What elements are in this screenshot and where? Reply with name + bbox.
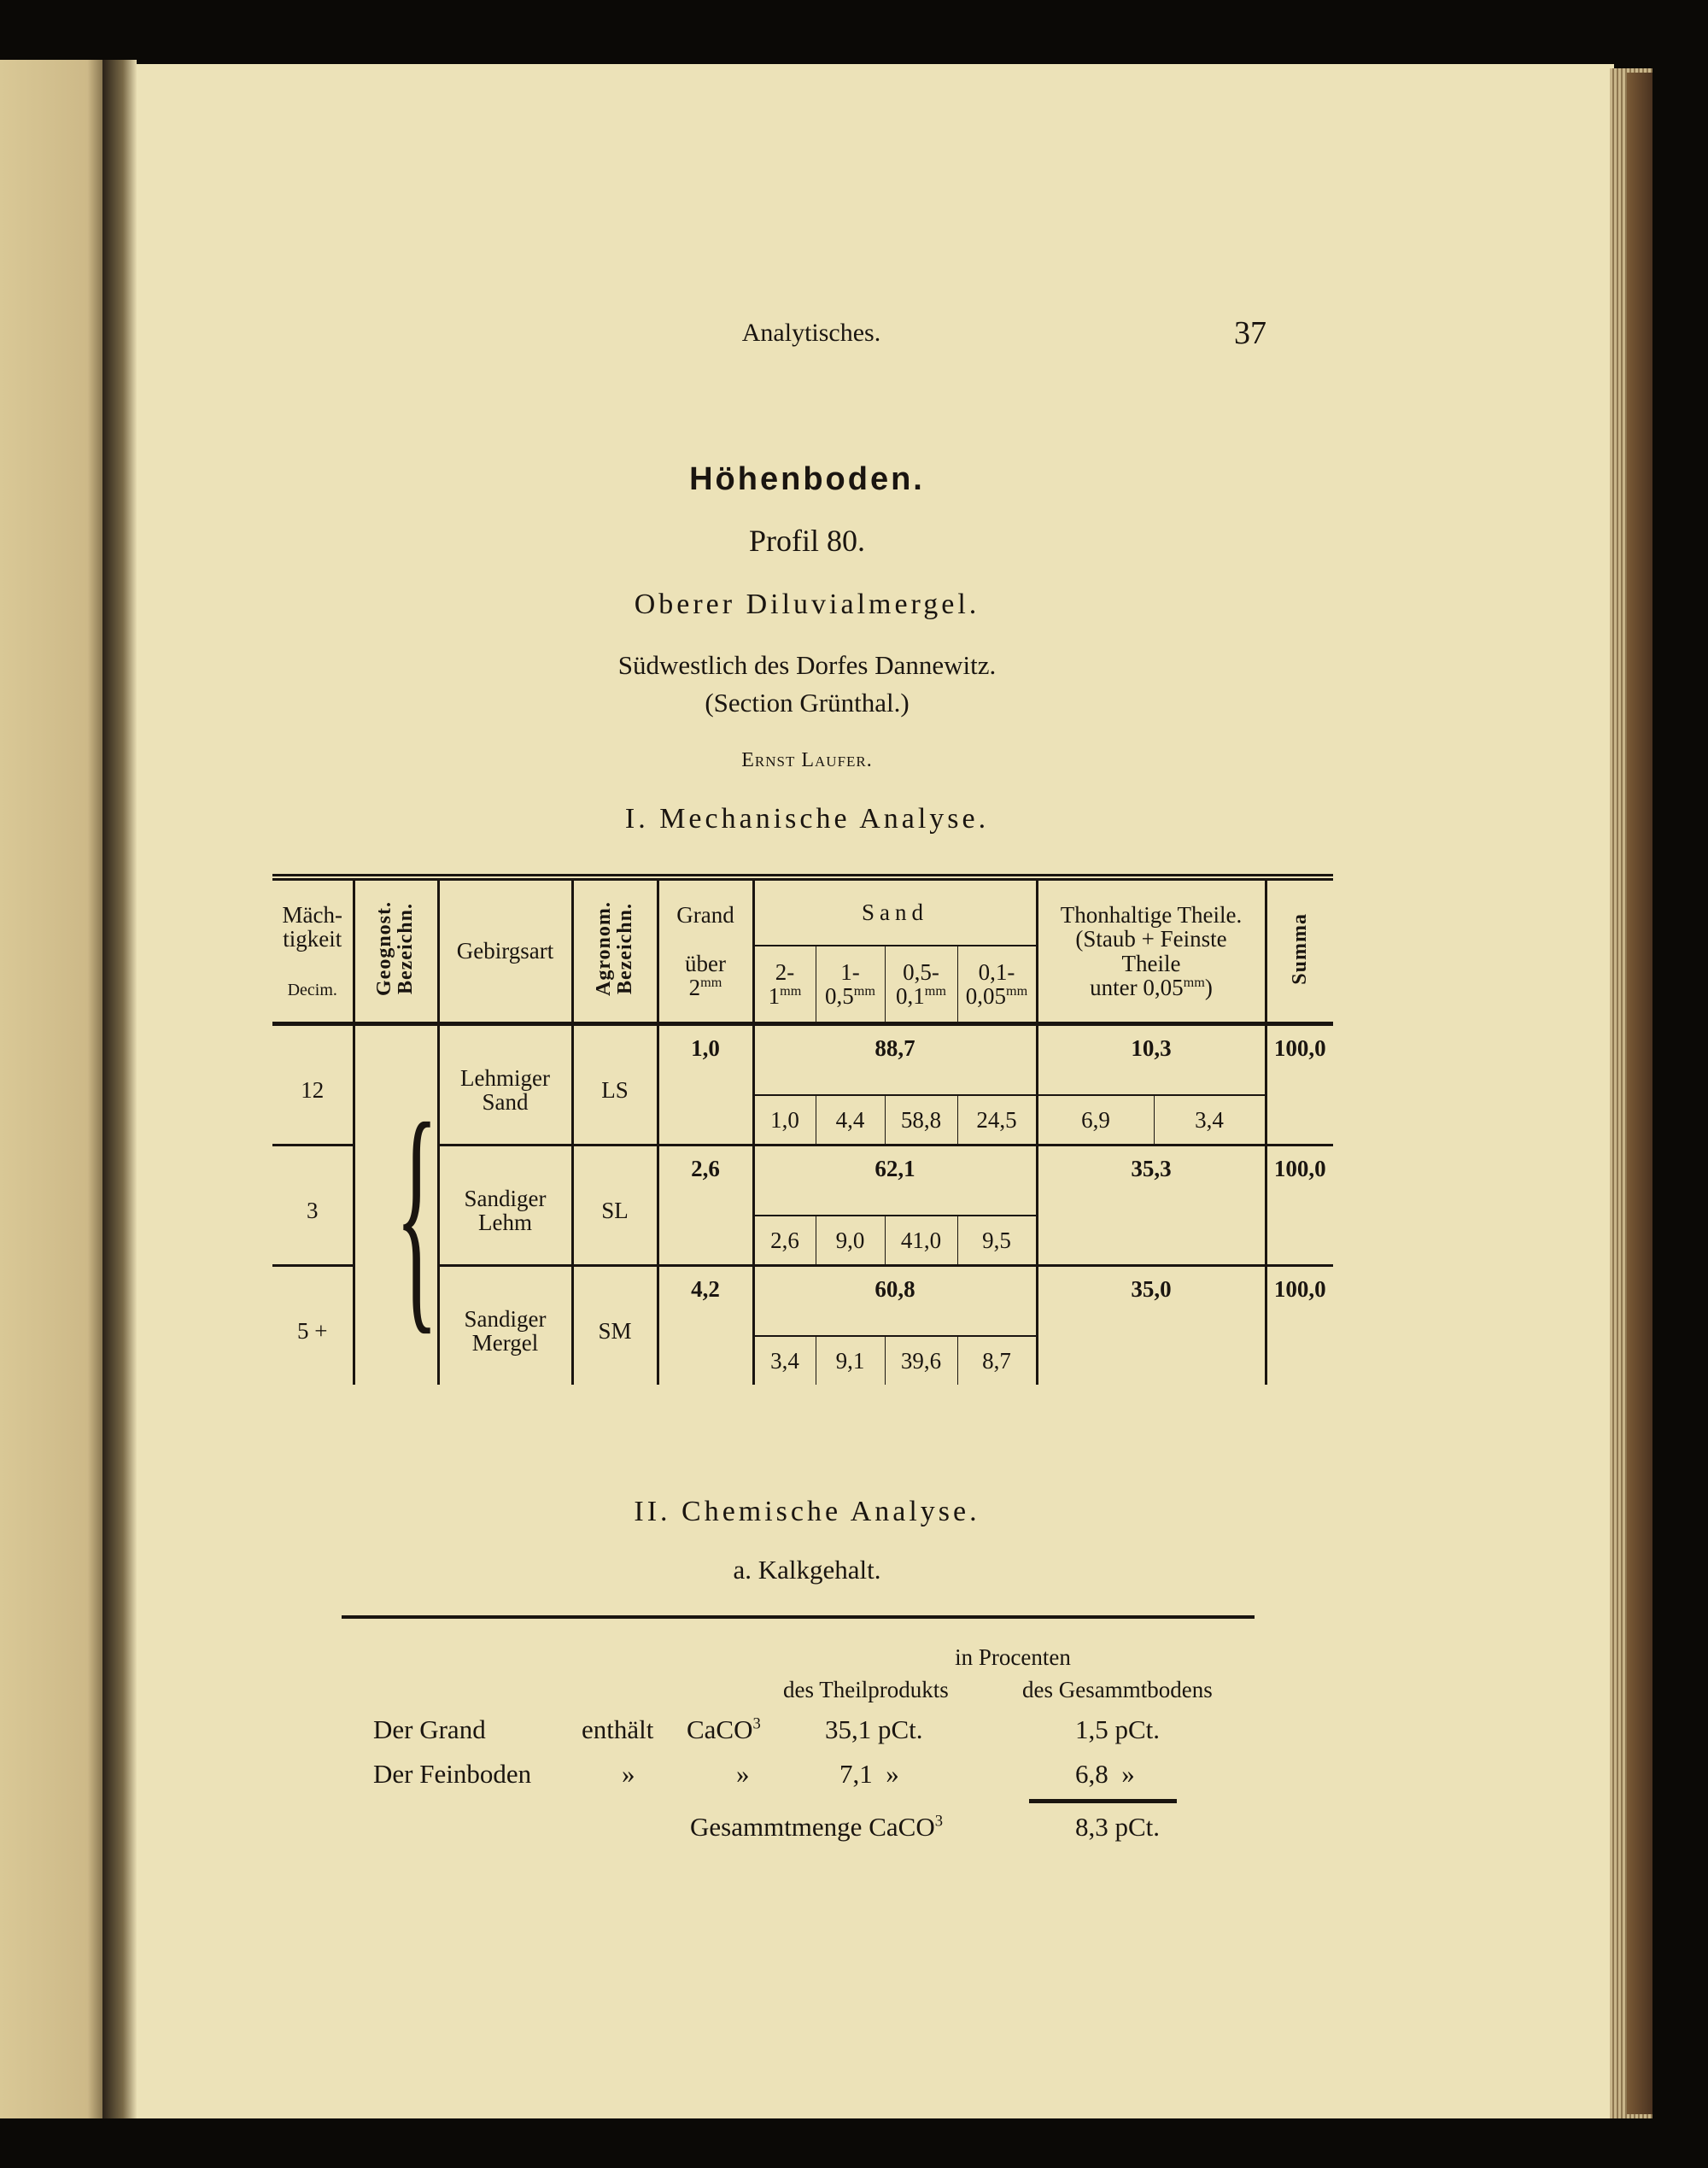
row-label: Der Grand (373, 1714, 486, 1744)
sand-total-cell: 62,1 (753, 1146, 1037, 1216)
sand-value: 2,6 (753, 1216, 816, 1266)
header-clay: Thonhaltige Theile. (Staub + Feinste Theile unter $0,05^{mm}$) (1037, 877, 1266, 1024)
grand-cell: 4,2 (658, 1266, 753, 1386)
sand-value: 41,0 (885, 1216, 957, 1266)
sand-value: 24,5 (957, 1095, 1037, 1146)
sand-value: 8,7 (957, 1336, 1037, 1385)
sand-value: 1,0 (753, 1095, 816, 1146)
location-label: Südwestlich des Dorfes Dannewitz. (617, 650, 997, 680)
thickness-cell: 5 + (297, 1317, 328, 1344)
section-label: (Section Grünthal.) (705, 688, 910, 718)
author-name: Ernst Laufer. (741, 749, 873, 771)
sand-value: 9,1 (816, 1336, 885, 1385)
header-rock-type: Gebirgsart (438, 877, 572, 1024)
clay-total-cell: 35,0 (1037, 1266, 1266, 1386)
sand-value: 58,8 (885, 1095, 957, 1146)
header-agronom: Agronom. Bezeichn. (572, 877, 658, 1024)
rock-type-cell: Sandiger Mergel (438, 1266, 572, 1386)
book-gutter (102, 60, 137, 2118)
sand-value: 9,5 (957, 1216, 1037, 1266)
header-sum: Summa (1266, 877, 1333, 1024)
rock-type-cell: Lehmiger Sand (438, 1024, 572, 1146)
sum-cell: 100,0 (1266, 1146, 1333, 1266)
header-grand: Grand über $2^{mm}$ (658, 877, 753, 1024)
clay-total-cell: 10,3 (1037, 1024, 1266, 1096)
thickness-cell: 12 (272, 1024, 354, 1146)
clay-value: 3,4 (1154, 1095, 1266, 1146)
agronom-cell: SL (572, 1146, 658, 1266)
mechanical-analysis-table (272, 874, 1333, 1385)
sand-value: 39,6 (885, 1336, 957, 1385)
page-number: 37 (1234, 315, 1266, 351)
grand-total-value: 8,3 pCt. (1075, 1812, 1161, 1842)
partial-value: 7,1 » (839, 1759, 899, 1789)
chem-analysis-heading: II. Chemische Analyse. (634, 1496, 980, 1527)
sum-cell: 100,0 (1266, 1024, 1333, 1146)
total-value: 6,8 » (1075, 1759, 1135, 1789)
header-sand-col: 0,1- $0,05^{mm}$ (957, 946, 1037, 1024)
chem-subheading: a. Kalkgehalt. (733, 1555, 881, 1585)
sand-total-cell: 60,8 (753, 1266, 1037, 1337)
rock-type-cell: Sandiger Lehm (438, 1146, 572, 1266)
total-label: Gesammtmenge CaCO$^3$ (690, 1812, 943, 1842)
sum-rule (1029, 1799, 1177, 1803)
sand-value: 4,4 (816, 1095, 885, 1146)
sand-total-cell: 88,7 (753, 1024, 1037, 1096)
column-group-header: in Procenten (955, 1644, 1071, 1670)
profile-label: Profil 80. (748, 524, 866, 558)
agronom-cell: SM (572, 1266, 658, 1386)
divider (342, 1615, 1255, 1619)
partial-value: 35,1 pCt. (825, 1714, 923, 1744)
sand-value: 3,4 (753, 1336, 816, 1385)
column-header-total: des Gesammtbodens (1022, 1677, 1213, 1702)
row-verb: enthält (582, 1714, 654, 1744)
running-title: Analytisches. (741, 319, 881, 347)
left-page-edge (0, 60, 109, 2118)
agronom-cell: LS (572, 1024, 658, 1146)
clay-total-cell: 35,3 (1037, 1146, 1266, 1266)
header-sand: Sand (753, 877, 1037, 946)
row-label: Der Feinboden (373, 1759, 532, 1789)
formation-label: Oberer Diluvialmergel. (634, 589, 980, 620)
geognost-cell: { (354, 1024, 438, 1386)
book-cover-edge (1627, 73, 1652, 2114)
column-header-partial: des Theilprodukts (783, 1677, 949, 1702)
grand-cell: 1,0 (658, 1024, 753, 1146)
thickness-cell: 3 (272, 1146, 354, 1266)
header-geognost: Geognost. Bezeichn. (354, 877, 438, 1024)
compound: CaCO$^3$ (687, 1714, 761, 1744)
total-value: 1,5 pCt. (1075, 1714, 1161, 1744)
compound: » (736, 1759, 750, 1789)
page-title: Höhenboden. (689, 461, 925, 497)
sum-cell: 100,0 (1266, 1266, 1333, 1386)
header-sand-col: 2- $1^{mm}$ (753, 946, 816, 1024)
header-sand-col: 1- $0,5^{mm}$ (816, 946, 885, 1024)
sand-value: 9,0 (816, 1216, 885, 1266)
row-verb: » (622, 1759, 635, 1789)
header-sand-col: 0,5- $0,1^{mm}$ (885, 946, 957, 1024)
mech-analysis-heading: I. Mechanische Analyse. (624, 803, 990, 835)
clay-value: 6,9 (1037, 1095, 1154, 1146)
header-thickness: Mäch-tigkeit Decim. (272, 877, 354, 1024)
grand-cell: 2,6 (658, 1146, 753, 1266)
